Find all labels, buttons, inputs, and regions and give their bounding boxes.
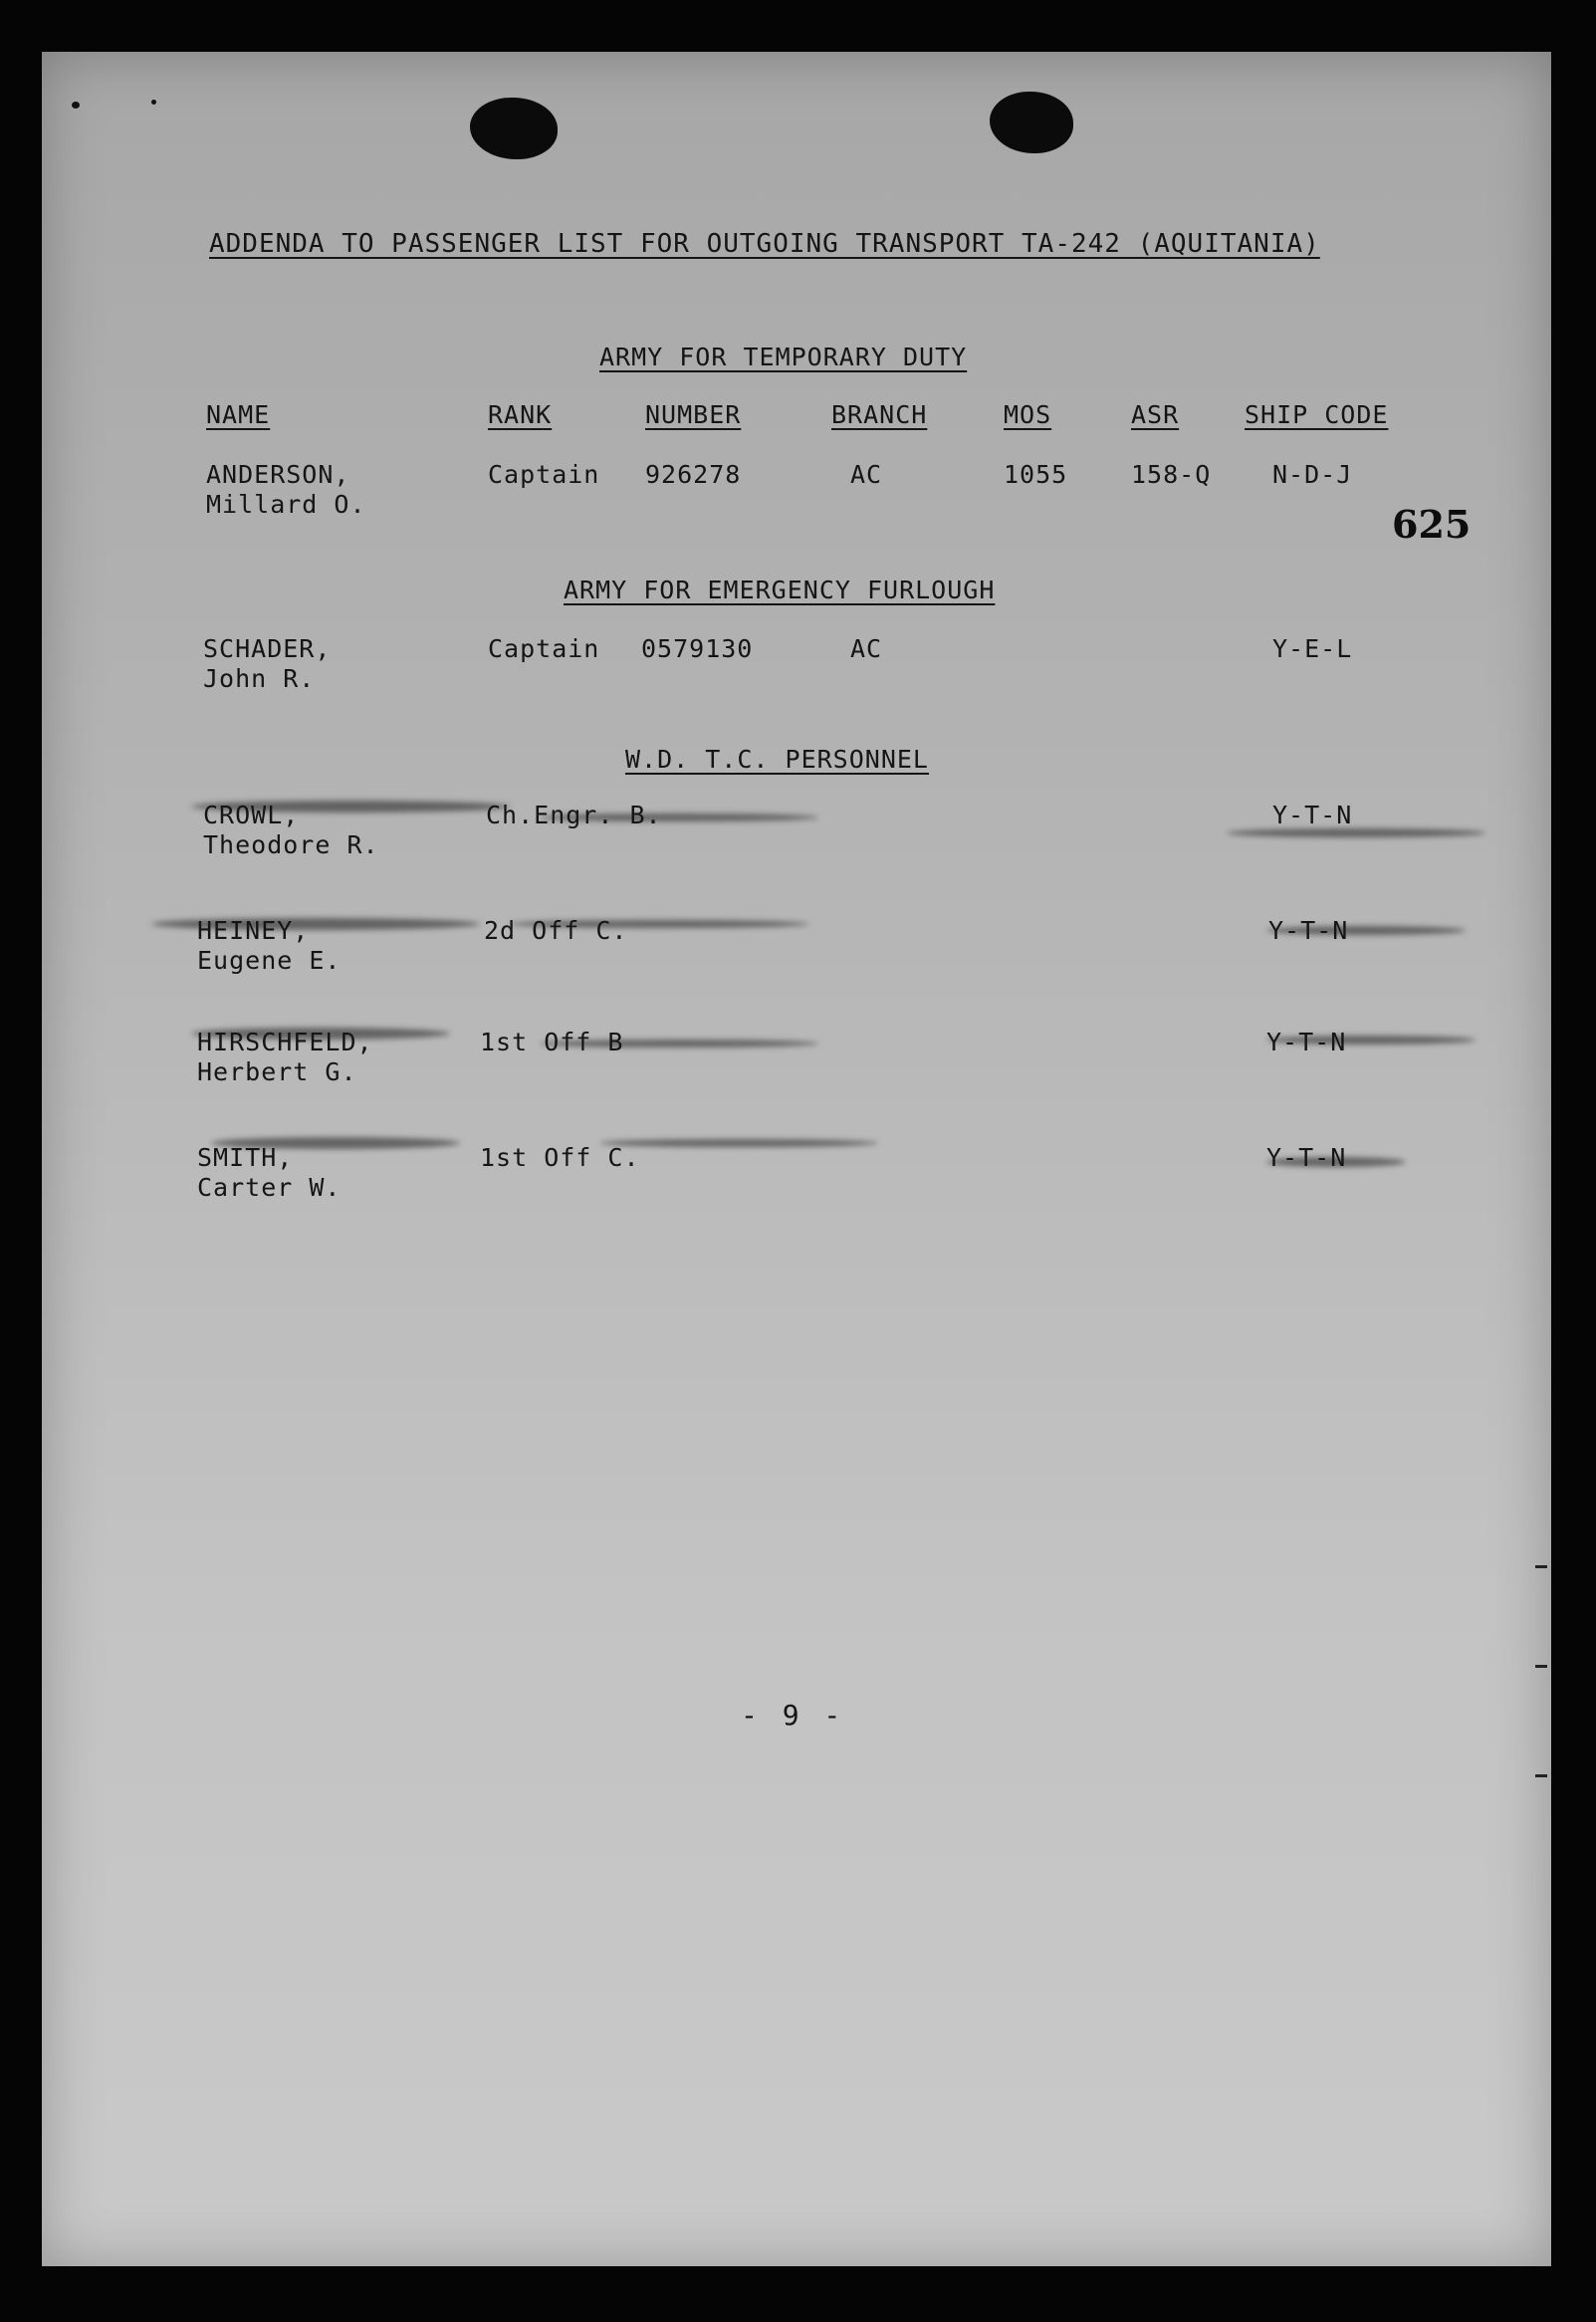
page-number: - 9 - [741, 1699, 845, 1732]
column-header-ship-code: SHIP CODE [1245, 400, 1389, 429]
section-heading-emergency-furlough: ARMY FOR EMERGENCY FURLOUGH [564, 576, 996, 604]
passenger-surname: HIRSCHFELD, [197, 1028, 373, 1056]
passenger-rank: Ch.Engr. B. [486, 801, 662, 829]
smudge-mark [599, 1139, 878, 1147]
passenger-ship-code: N-D-J [1272, 460, 1353, 489]
passenger-rank: Captain [488, 460, 600, 489]
passenger-number: 0579130 [641, 634, 754, 663]
column-header-asr: ASR [1131, 400, 1180, 429]
column-header-mos: MOS [1004, 400, 1052, 429]
passenger-surname: SCHADER, [203, 634, 332, 663]
stamped-page-number: 625 [1392, 502, 1472, 547]
document-title: ADDENDA TO PASSENGER LIST FOR OUTGOING TRANSPORT TA-242 (AQUITANIA) [209, 229, 1320, 259]
speck-mark [72, 102, 80, 109]
column-header-name: NAME [206, 400, 271, 429]
passenger-surname: CROWL, [203, 801, 300, 829]
passenger-ship-code: Y-T-N [1268, 916, 1349, 945]
section-heading-wdtc-personnel: W.D. T.C. PERSONNEL [625, 745, 929, 774]
passenger-given-name: Eugene E. [197, 946, 342, 975]
passenger-given-name: Theodore R. [203, 830, 379, 859]
edge-mark [1535, 1665, 1547, 1668]
passenger-number: 926278 [645, 460, 742, 489]
passenger-branch: AC [850, 460, 883, 489]
passenger-surname: SMITH, [197, 1143, 294, 1172]
punch-hole-right [990, 92, 1073, 153]
passenger-given-name: Herbert G. [197, 1057, 357, 1086]
passenger-rank: 1st Off B [480, 1028, 624, 1056]
passenger-given-name: John R. [203, 664, 316, 693]
edge-mark [1535, 1774, 1547, 1777]
passenger-given-name: Millard O. [206, 490, 366, 519]
passenger-rank: 1st Off C. [480, 1143, 640, 1172]
passenger-ship-code: Y-T-N [1266, 1028, 1347, 1056]
passenger-surname: HEINEY, [197, 916, 310, 945]
passenger-surname: ANDERSON, [206, 460, 350, 489]
column-header-branch: BRANCH [831, 400, 928, 429]
column-header-rank: RANK [488, 400, 553, 429]
passenger-asr: 158-Q [1131, 460, 1212, 489]
smudge-mark [1227, 828, 1485, 837]
edge-mark [1535, 1565, 1547, 1568]
passenger-rank: 2d Off C. [484, 916, 628, 945]
passenger-rank: Captain [488, 634, 600, 663]
passenger-ship-code: Y-T-N [1272, 801, 1353, 829]
passenger-ship-code: Y-T-N [1266, 1143, 1347, 1172]
section-heading-temporary-duty: ARMY FOR TEMPORARY DUTY [599, 343, 968, 371]
column-header-number: NUMBER [645, 400, 742, 429]
punch-hole-left [470, 98, 558, 159]
passenger-given-name: Carter W. [197, 1173, 342, 1202]
document-sheet [42, 52, 1551, 2266]
passenger-ship-code: Y-E-L [1272, 634, 1353, 663]
passenger-branch: AC [850, 634, 883, 663]
passenger-mos: 1055 [1004, 460, 1068, 489]
speck-mark [151, 100, 156, 105]
